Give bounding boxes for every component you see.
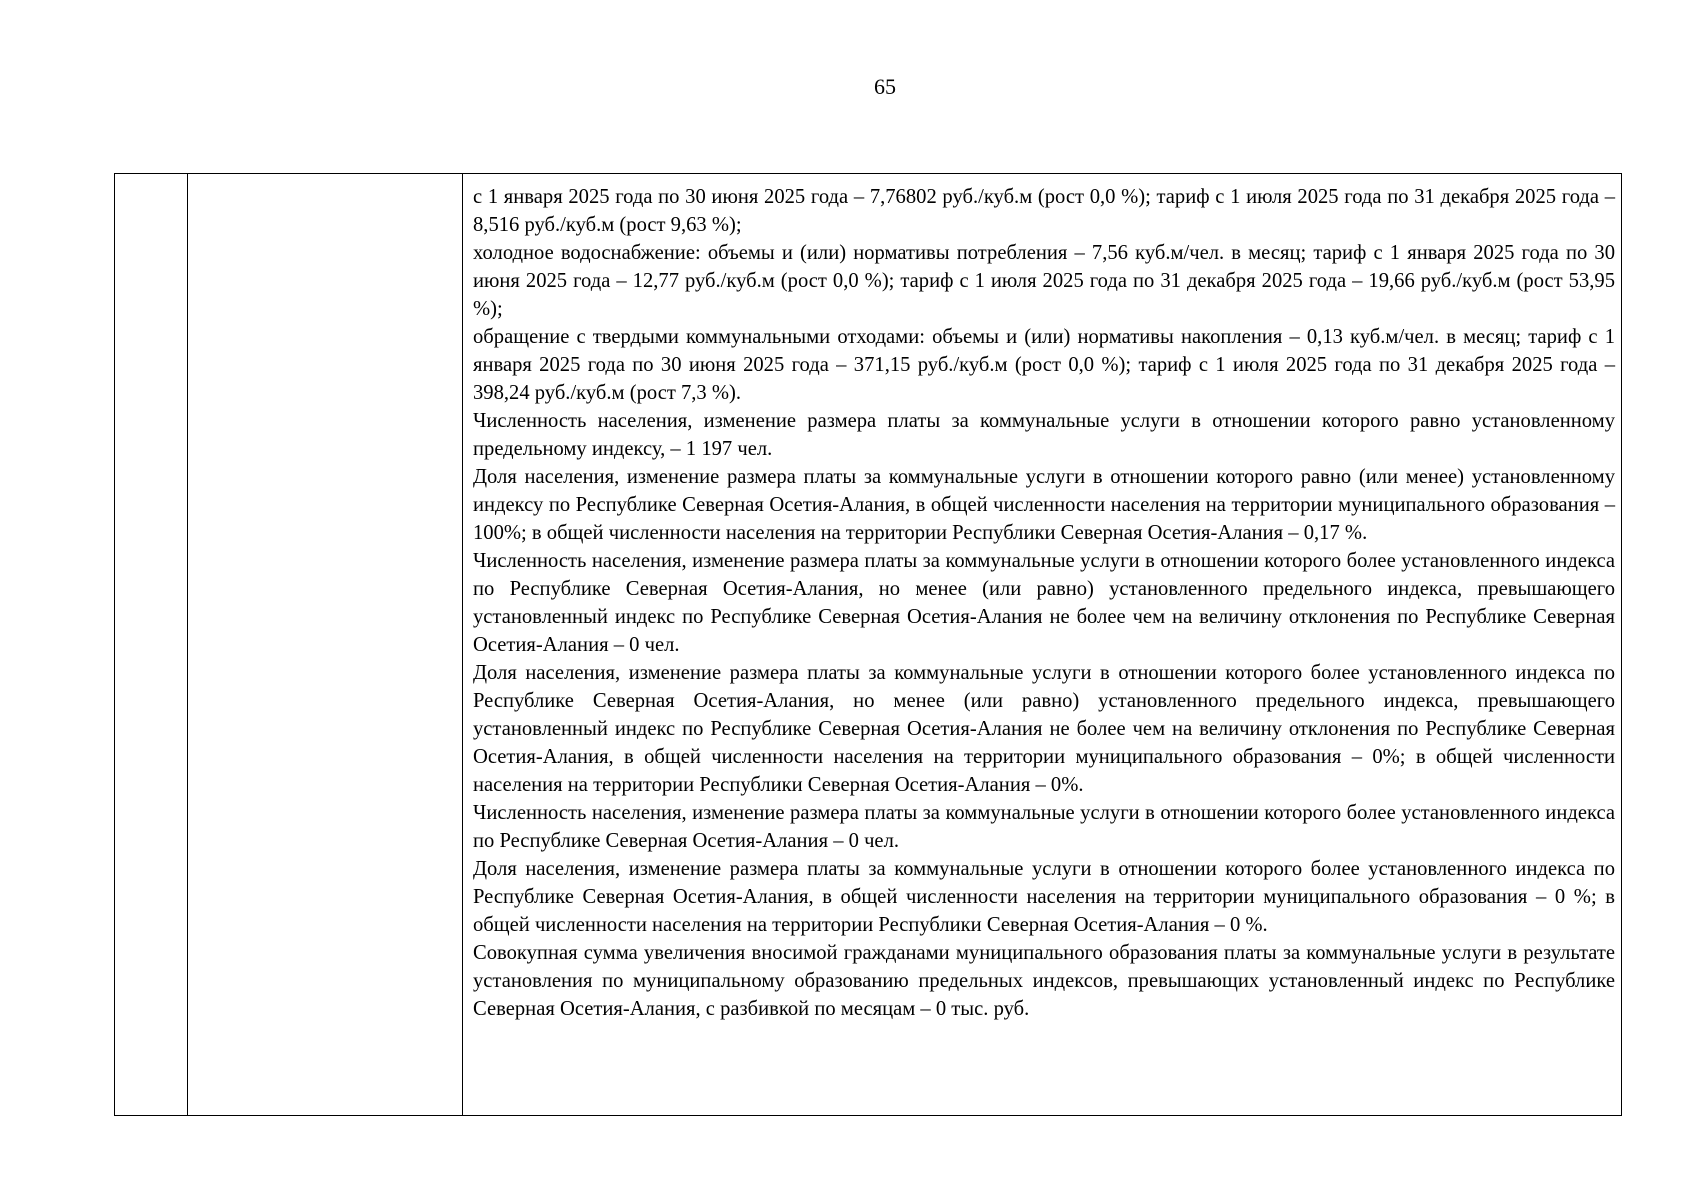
paragraph-total-increase: Совокупная сумма увеличения вносимой гражданами муниципального образования платы за коммунальные услуги в результате установления по муниципальному образованию предельных индексов, превышающих установленный индекс по Республике Северная Осетия-Алания, с разбивкой по месяцам – 0 тыс. руб. — [473, 942, 1615, 1020]
page-number: 65 — [874, 74, 896, 99]
table-cell-name — [188, 174, 463, 1115]
table-cell-number — [115, 174, 188, 1115]
paragraph-share-equal-or-less: Доля населения, изменение размера платы за коммунальные услуги в отношении которого равно (или менее) установленному индексу по Республике Северная Осетия-Алания, в общей численности населения на территории муниципального образования – 100%; в общей численности населения на территории Республики Северная Осетия-Алания – 0,17 %. — [473, 466, 1615, 544]
paragraph-share-within-deviation: Доля населения, изменение размера платы за коммунальные услуги в отношении которого более установленного индекса по Республике Северная Осетия-Алания, но менее (или равно) установленного предельного индекса, превышающего установленный индекс по Республике Северная Осетия-Алания не более чем на величину отклонения по Республике Северная Осетия-Алания, в общей численности населения на территории муниципального образования – 0%; в общей численности населения на территории Республики Северная Осетия-Алания – 0%. — [473, 662, 1615, 796]
paragraph-cold-water: холодное водоснабжение: объемы и (или) нормативы потребления – 7,56 куб.м/чел. в месяц; тариф с 1 января 2025 года по 30 июня 2025 года – 12,77 руб./куб.м (рост 0,0 %); тариф с 1 июля 2025 года по 31 декабря 2025 года – 19,66 руб./куб.м (рост 53,95 %); — [473, 242, 1615, 320]
document-table — [114, 173, 1622, 1116]
paragraph-population-within-deviation: Численность населения, изменение размера платы за коммунальные услуги в отношении которого более установленного индекса по Республике Северная Осетия-Алания, но менее (или равно) установленного предельного индекса, превышающего установленный индекс по Республике Северная Осетия-Алания не более чем на величину отклонения по Республике Северная Осетия-Алания – 0 чел. — [473, 550, 1615, 656]
table-cell-description — [463, 174, 1621, 1115]
paragraph-hot-water-tariff: с 1 января 2025 года по 30 июня 2025 года – 7,76802 руб./куб.м (рост 0,0 %); тариф с 1 июля 2025 года по 31 декабря 2025 года – 8,516 руб./куб.м (рост 9,63 %); — [473, 186, 1615, 236]
paragraph-population-above-index: Численность населения, изменение размера платы за коммунальные услуги в отношении которого более установленного индекса по Республике Северная Осетия-Алания – 0 чел. — [473, 802, 1615, 852]
paragraph-population-equal-limit: Численность населения, изменение размера платы за коммунальные услуги в отношении которого равно установленному предельному индексу, – 1 197 чел. — [473, 410, 1615, 460]
paragraph-solid-waste: обращение с твердыми коммунальными отходами: объемы и (или) нормативы накопления – 0,13 куб.м/чел. в месяц; тариф с 1 января 2025 года по 30 июня 2025 года – 371,15 руб./куб.м (рост 0,0 %); тариф с 1 июля 2025 года по 31 декабря 2025 года –398,24 руб./куб.м (рост 7,3 %). — [473, 326, 1615, 404]
paragraph-share-above-index: Доля населения, изменение размера платы за коммунальные услуги в отношении которого более установленного индекса по Республике Северная Осетия-Алания, в общей численности населения на территории муниципального образования – 0 %; в общей численности населения на территории Республики Северная Осетия-Алания – 0 %. — [473, 858, 1615, 936]
